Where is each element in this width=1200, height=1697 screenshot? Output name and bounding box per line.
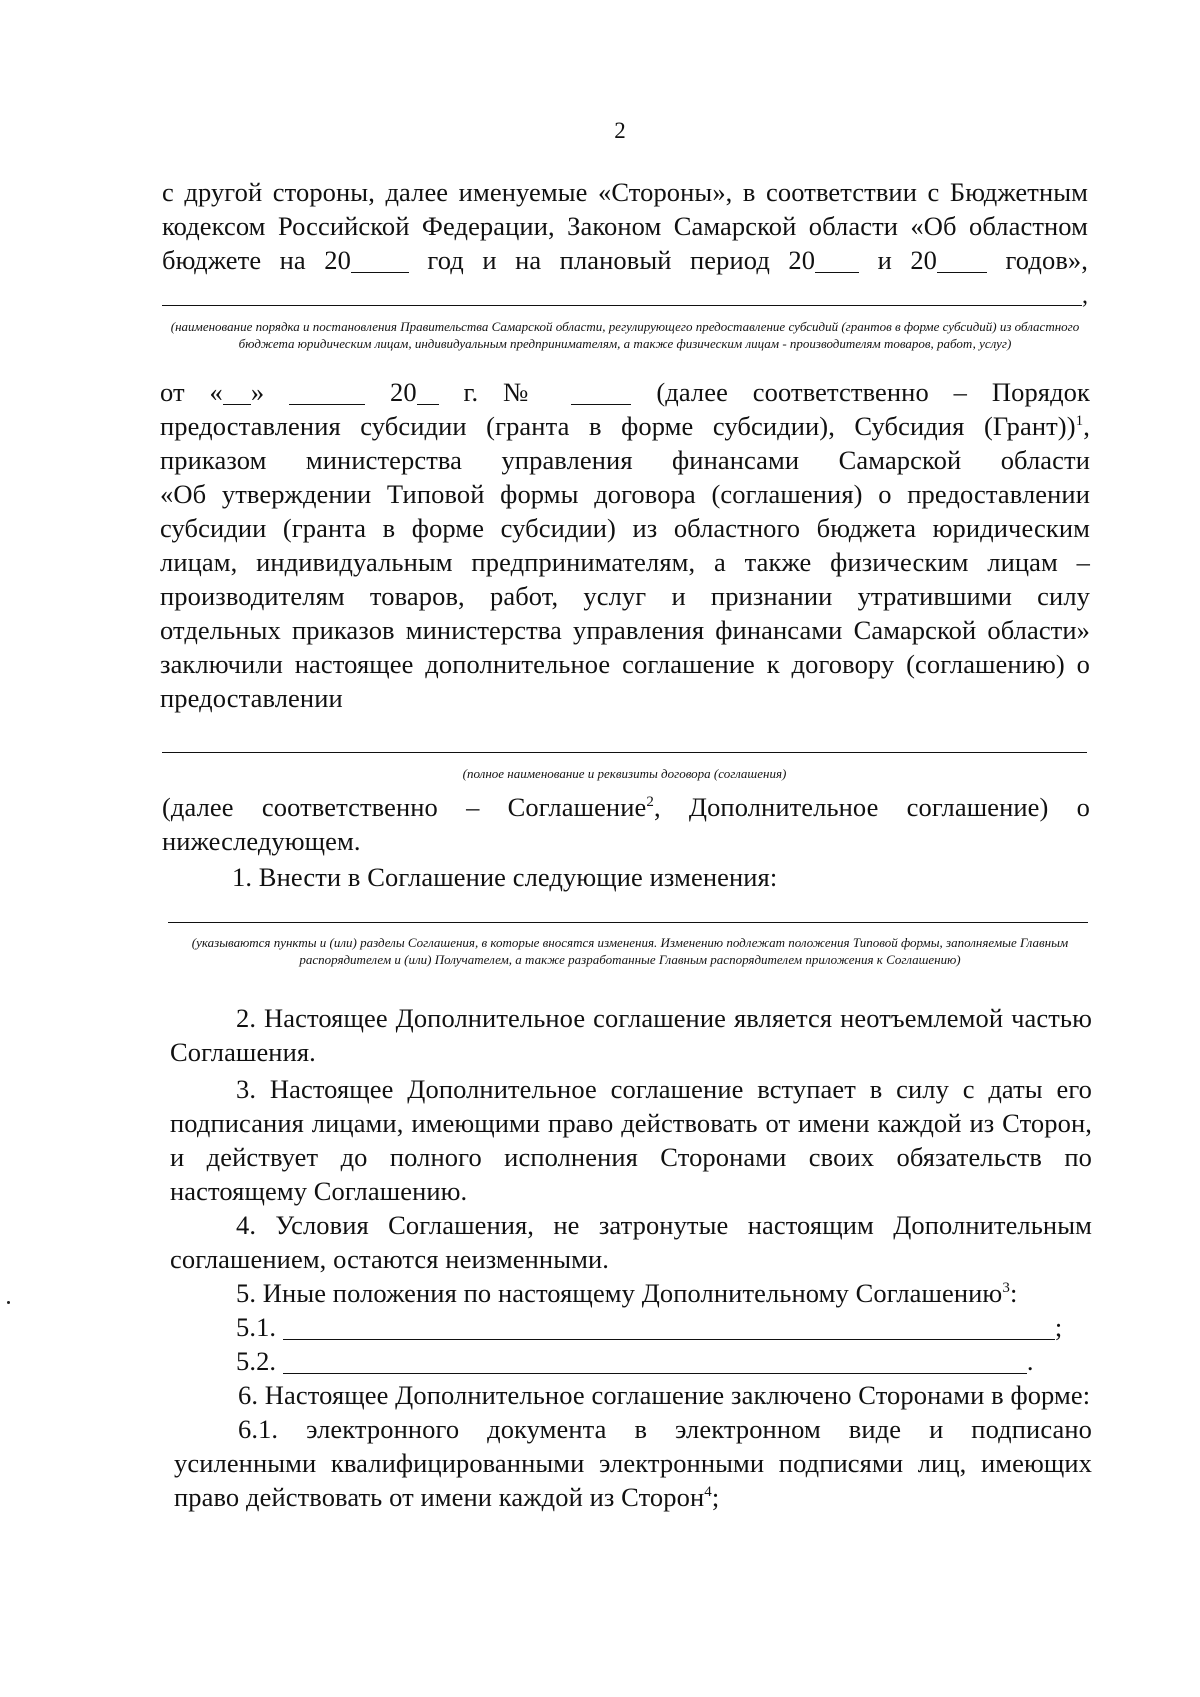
year-blank-3: [937, 245, 987, 273]
year-blank-1: [351, 245, 409, 273]
item-5-2: 5.2. .: [236, 1346, 1034, 1376]
item-2-line-1: 2. Настоящее Дополнительное соглашение является неотъемлемой частью: [236, 1003, 1092, 1033]
order-line-1: от « » 20 г. № (далее соответственно – Порядок: [160, 377, 1090, 407]
definitions-line-2: нижеследующем.: [162, 826, 361, 856]
scan-speck: [7, 1301, 10, 1304]
item-6-1-line-1: 6.1. электронного документа в электронном виде и подписано: [238, 1414, 1092, 1444]
intro-line-1: с другой стороны, далее именуемые «Стороны», в соответствии с Бюджетным: [162, 177, 1088, 207]
order-line-3: приказом министерства управления финансами Самарской области: [160, 445, 1090, 475]
order-line-5: субсидии (гранта в форме субсидии) из областного бюджета юридическим: [160, 513, 1090, 543]
day-blank: [223, 377, 251, 405]
item-6-1-line-3: право действовать от имени каждой из Сторон$^4$;: [174, 1482, 720, 1512]
order-line-2: предоставления субсидии (гранта в форме субсидии), Субсидия (Грант))$^1$,: [160, 411, 1090, 441]
agreement-name-line: [162, 752, 1087, 753]
procedure-note: (наименование порядка и постановления Правительства Самарской области, регулирующего предоставление субсидий (грантов в форме субсидий) из областного бюджета юридическим лицам, индивидуальным предпринимателям, а также физическим лицам - производителям товаров, работ, услуг): [170, 319, 1080, 351]
item-3-line-2: подписания лицами, имеющими право действовать от имени каждой из Сторон,: [170, 1108, 1092, 1138]
item-6-line-1: 6. Настоящее Дополнительное соглашение заключено Сторонами в форме:: [238, 1380, 1091, 1410]
order-line-8: отдельных приказов министерства управления финансами Самарской области»: [160, 615, 1090, 645]
item-5-1-blank: [283, 1312, 1055, 1340]
changes-note: (указываются пункты и (или) разделы Соглашения, в которые вносятся изменения. Изменению подлежат положения Типовой формы, заполняемые Главным распорядителем и (или) Получателем, а также разработанные Главным распорядителем приложения к Соглашению): [191, 935, 1069, 967]
item-3: [170, 1072, 1092, 1208]
item-5-line-1: 5. Иные положения по настоящему Дополнительному Соглашению$^3$:: [236, 1278, 1018, 1308]
item-1: 1. Внести в Соглашение следующие изменения:: [232, 862, 778, 892]
order-line-9: заключили настоящее дополнительное соглашение к договору (соглашению) о: [160, 649, 1090, 679]
month-blank: [289, 377, 365, 405]
order-line-6: лицам, индивидуальным предпринимателям, а также физическим лицам –: [160, 547, 1090, 577]
year-blank-2: [815, 245, 859, 273]
year-blank-4: [417, 377, 439, 405]
line-comma: ,: [1082, 283, 1088, 309]
item-2: [170, 1001, 1092, 1069]
item-3-line-4: настоящему Соглашению.: [170, 1176, 468, 1206]
item-5-1: 5.1. ;: [236, 1312, 1063, 1342]
number-blank: [571, 377, 631, 405]
order-line-4: «Об утверждении Типовой формы договора (соглашения) о предоставлении: [160, 479, 1090, 509]
intro-line-3: бюджете на 20 год и на плановый период 20 и 20 годов»,: [162, 245, 1089, 275]
item-3-line-3: и действует до полного исполнения Сторонами своих обязательств по: [170, 1142, 1092, 1172]
order-line-7: производителям товаров, работ, услуг и признании утратившими силу: [160, 581, 1090, 611]
item-4: [170, 1208, 1092, 1276]
definitions-paragraph: [162, 790, 1090, 858]
item-3-line-1: 3. Настоящее Дополнительное соглашение вступает в силу с даты его: [236, 1074, 1092, 1104]
order-line-10: предоставлении: [160, 683, 343, 713]
changes-line: [168, 922, 1088, 923]
page-number: 2: [614, 118, 626, 143]
item-4-line-2: соглашением, остаются неизменными.: [170, 1244, 609, 1274]
order-paragraph: [160, 375, 1090, 715]
agreement-note: (полное наименование и реквизиты договора (соглашения): [462, 766, 787, 781]
definitions-line-1: (далее соответственно – Соглашение$^2$, Дополнительное соглашение) о: [162, 792, 1090, 822]
intro-line-2: кодексом Российской Федерации, Законом Самарской области «Об областном: [162, 211, 1088, 241]
item-5: [236, 1276, 1063, 1378]
item-6-1-line-2: усиленными квалифицированными электронными подписями лиц, имеющих: [174, 1448, 1092, 1478]
intro-paragraph: [162, 175, 1088, 277]
procedure-name-line: [162, 305, 1082, 306]
item-2-line-2: Соглашения.: [170, 1037, 316, 1067]
item-5-2-blank: [283, 1346, 1027, 1374]
item-6: [174, 1378, 1092, 1514]
item-4-line-1: 4. Условия Соглашения, не затронутые настоящим Дополнительным: [236, 1210, 1092, 1240]
